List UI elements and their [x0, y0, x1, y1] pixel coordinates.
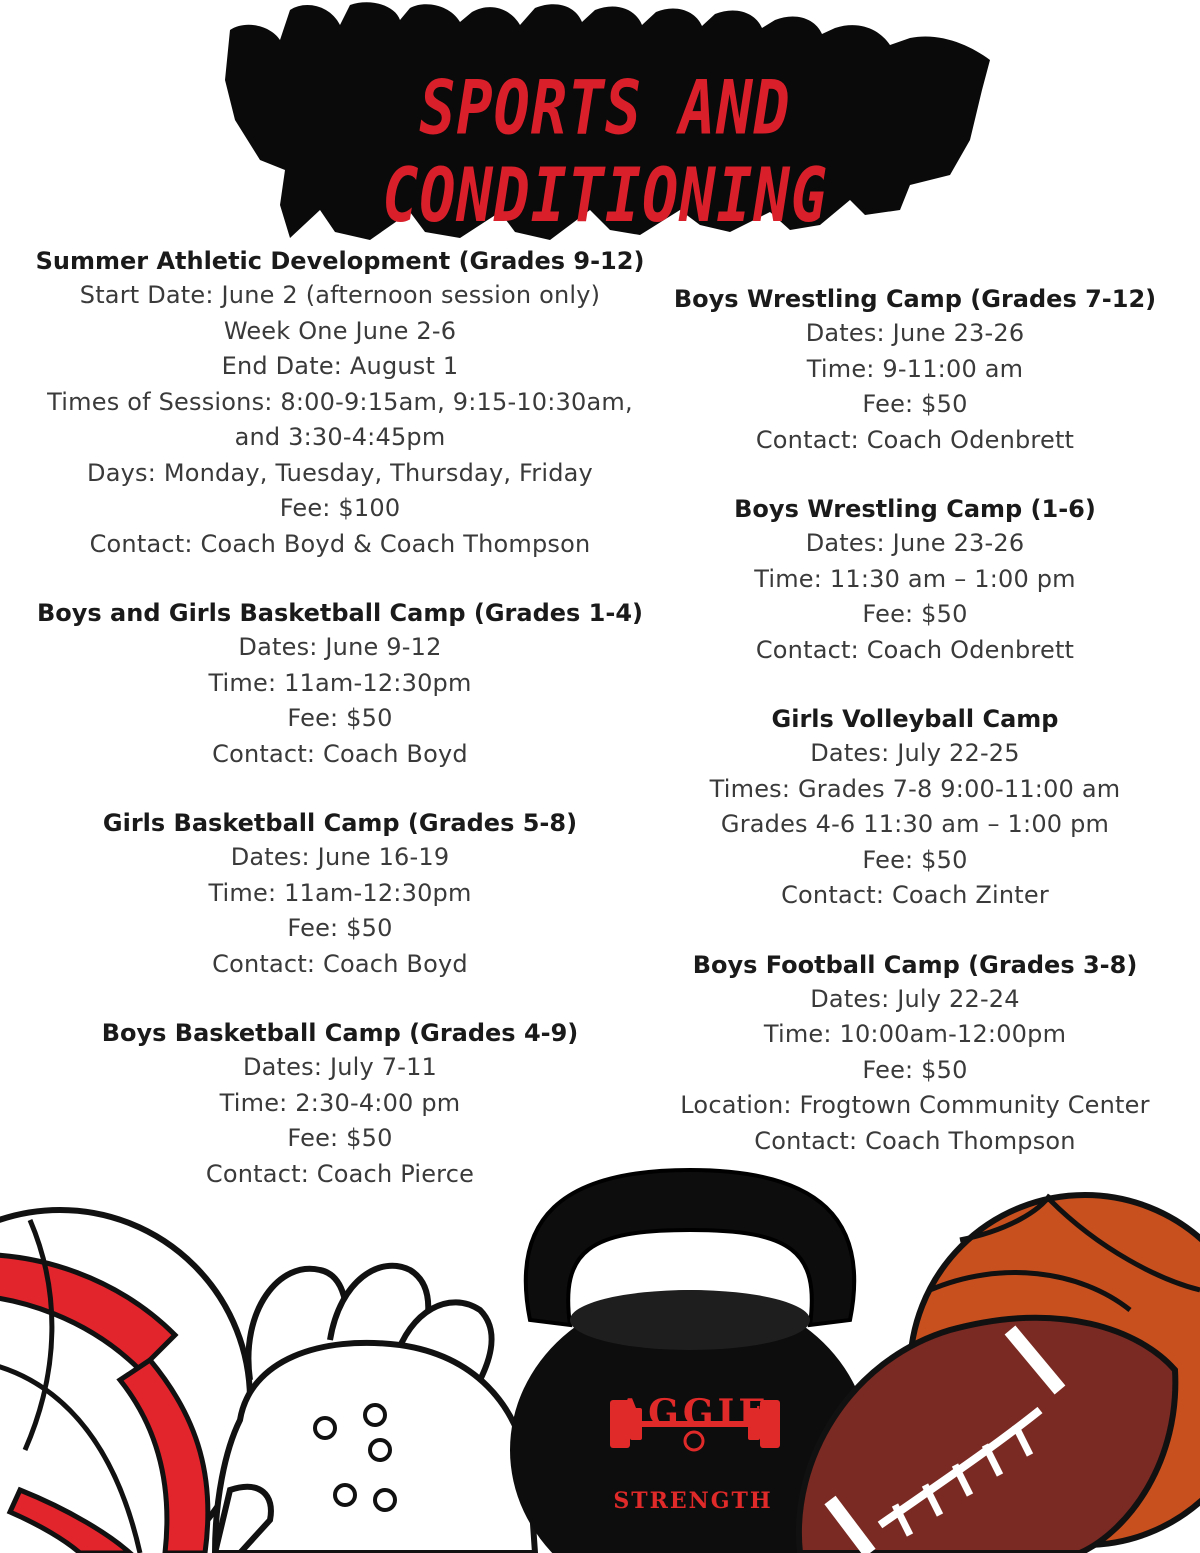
right-column: [630, 282, 1200, 1193]
camp-detail: Fee: $50: [862, 390, 968, 418]
camp-detail: Time: 10:00am-12:00pm: [763, 1020, 1067, 1048]
camp-detail: Week One June 2-6: [223, 316, 457, 345]
wrestling-headgear-icon: [215, 1266, 535, 1553]
camp-detail: Fee: $50: [862, 600, 968, 628]
camp-girls-volleyball: [630, 702, 1200, 914]
camp-detail: Time: 11am-12:30pm: [208, 668, 472, 697]
camp-boys-wrestling-7-12: [630, 282, 1200, 458]
camp-detail: Contact: Coach Thompson: [754, 1126, 1076, 1155]
camp-detail: Dates: June 23-26: [805, 529, 1025, 557]
camp-detail: Contact: Coach Boyd & Coach Thompson: [89, 529, 591, 558]
camp-detail: Time: 11am-12:30pm: [208, 878, 472, 907]
camp-detail: Start Date: June 2 (afternoon session only): [79, 281, 601, 309]
camp-detail: Times: Grades 7-8 9:00-11:00 am: [709, 774, 1121, 803]
camp-heading: Boys Wrestling Camp (1-6): [734, 495, 1096, 523]
camp-heading: Boys Wrestling Camp (Grades 7-12): [673, 285, 1157, 313]
football-icon: [799, 1318, 1175, 1553]
camp-heading: Girls Volleyball Camp: [771, 705, 1059, 733]
camp-detail: Dates: July 7-11: [242, 1053, 438, 1081]
camp-detail: Fee: $50: [862, 1055, 968, 1084]
camp-detail: Fee: $50: [287, 914, 393, 942]
camp-detail: Grades 4-6 11:30 am – 1:00 pm: [720, 810, 1110, 838]
camp-girls-basketball: [20, 806, 660, 982]
camp-boys-wrestling-1-6: [630, 492, 1200, 668]
camp-detail: Fee: $50: [862, 845, 968, 874]
camp-detail: Dates: July 22-25: [810, 739, 1020, 767]
camp-heading: Summer Athletic Development (Grades 9-12): [35, 247, 645, 275]
camp-boys-girls-basketball: [20, 596, 660, 772]
camp-detail: Dates: June 16-19: [230, 843, 450, 871]
camp-summer-athletic: [20, 244, 660, 562]
camp-detail: Contact: Coach Odenbrett: [755, 635, 1075, 664]
camp-detail: Contact: Coach Boyd: [212, 739, 468, 768]
camp-detail: Dates: July 22-24: [810, 984, 1020, 1013]
camp-detail: Fee: $100: [279, 494, 401, 522]
camp-detail: Days: Monday, Tuesday, Thursday, Friday: [87, 458, 593, 487]
sports-equipment-artwork: [0, 1160, 1200, 1553]
camp-detail: and 3:30-4:45pm: [234, 423, 446, 451]
camp-heading: Girls Basketball Camp (Grades 5-8): [102, 809, 578, 837]
camp-heading: Boys Football Camp (Grades 3-8): [692, 950, 1138, 979]
camp-detail: Fee: $50: [287, 1124, 393, 1152]
camp-detail: Dates: June 23-26: [805, 319, 1025, 347]
logo-top-text: AGGIE: [616, 1392, 770, 1434]
camp-heading: Boys Basketball Camp (Grades 4-9): [101, 1019, 579, 1047]
camp-detail: Time: 9-11:00 am: [806, 354, 1024, 383]
camp-detail: Contact: Coach Odenbrett: [755, 425, 1075, 454]
camp-detail: Contact: Coach Zinter: [781, 881, 1049, 909]
camp-detail: Dates: June 9-12: [238, 633, 442, 661]
logo-bottom-text: STRENGTH: [613, 1488, 773, 1514]
camp-detail: Fee: $50: [287, 704, 393, 732]
left-column: [20, 244, 660, 1226]
camp-detail: End Date: August 1: [221, 352, 459, 380]
camp-detail: Time: 2:30-4:00 pm: [219, 1088, 461, 1117]
camp-detail: Times of Sessions: 8:00-9:15am, 9:15-10:30am,: [47, 387, 633, 416]
camp-detail: Contact: Coach Boyd: [212, 949, 468, 978]
camp-boys-football: [630, 948, 1200, 1160]
volleyball-icon: [0, 1210, 250, 1553]
page-title: SPORTS AND CONDITIONING: [382, 64, 828, 240]
camp-detail: Contact: Coach Pierce: [205, 1159, 475, 1188]
title-banner: [210, 0, 1000, 245]
camp-detail: Location: Frogtown Community Center: [680, 1091, 1150, 1119]
camp-heading: Boys and Girls Basketball Camp (Grades 1-4): [36, 599, 643, 627]
camp-detail: Time: 11:30 am – 1:00 pm: [754, 564, 1076, 593]
